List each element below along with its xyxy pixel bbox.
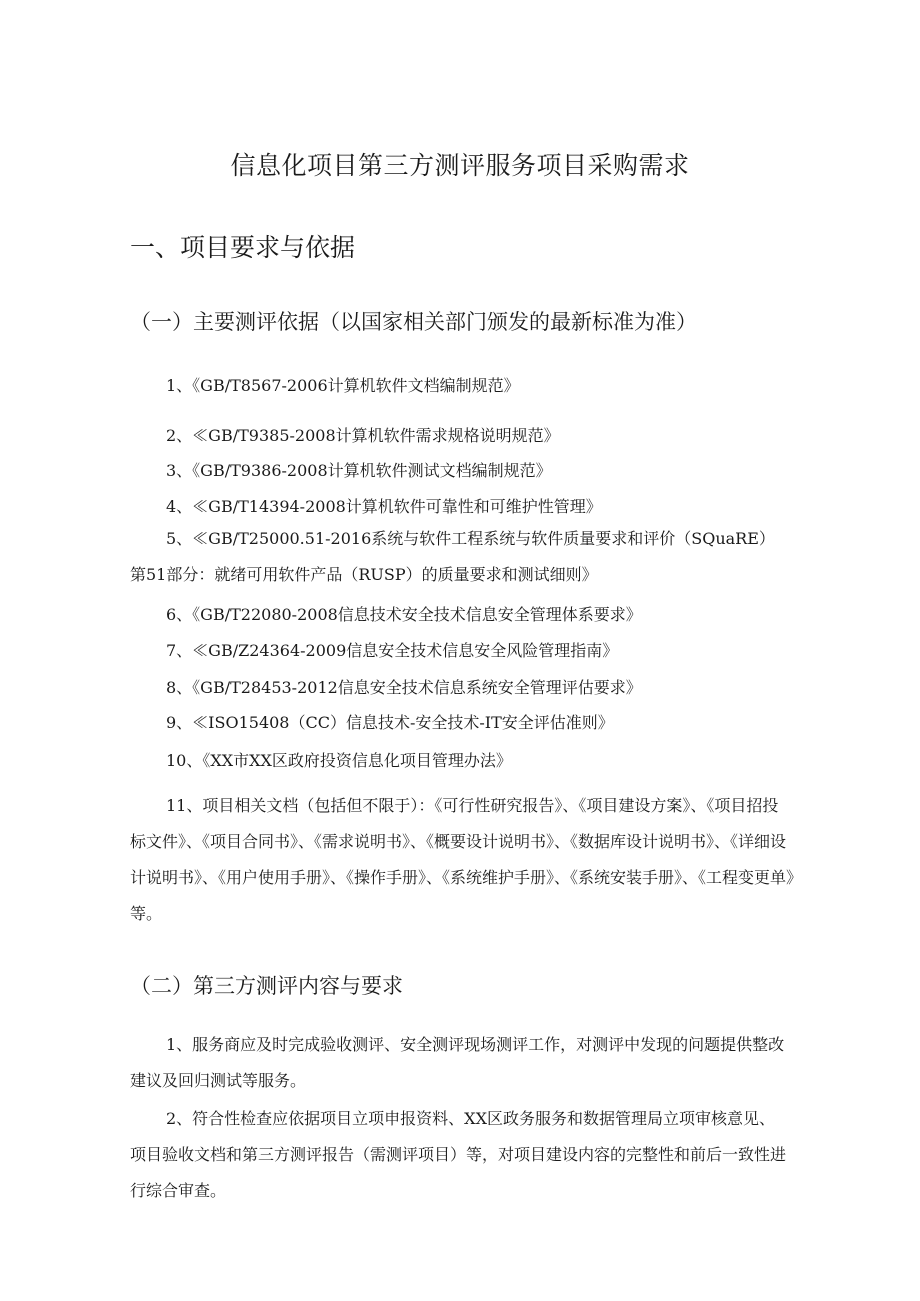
reference-item: 4、≪GB/T14394-2008计算机软件可靠性和可维护性管理》 [166, 497, 602, 516]
reference-item: 3、《GB/T9386-2008计算机软件测试文档编制规范》 [166, 461, 552, 480]
reference-item: 8、《GB/T28453-2012信息安全技术信息系统安全管理评估要求》 [166, 678, 642, 697]
reference-item: 9、≪ISO15408（CC）信息技术-安全技术-IT安全评估准则》 [166, 713, 614, 732]
reference-item: 6、《GB/T22080-2008信息技术安全技术信息安全管理体系要求》 [166, 605, 642, 624]
document-title: 信息化项目第三方测评服务项目采购需求 [230, 151, 690, 180]
reference-item: 10、《XX市XX区政府投资信息化项目管理办法》 [166, 751, 512, 770]
subsection-heading-basis: （一）主要测评依据（以国家相关部门颁发的最新标准为准） [130, 310, 697, 334]
section-heading-requirements: 一、项目要求与依据 [130, 233, 356, 262]
reference-item: 1、《GB/T8567-2006计算机软件文档编制规范》 [166, 376, 520, 395]
subsection-heading-content: （二）第三方测评内容与要求 [130, 974, 403, 998]
reference-item: 5、≪GB/T25000.51-2016系统与软件工程系统与软件质量要求和评价（SQuaRE）第51部分：就绪可用软件产品（RUSP）的质量要求和测试细则》 [130, 529, 775, 584]
requirement-paragraph: 1、服务商应及时完成验收测评、安全测评现场测评工作，对测评中发现的问题提供整改建议及回归测试等服务。 [130, 1035, 785, 1090]
reference-item: 7、≪GB/Z24364-2009信息安全技术信息安全风险管理指南》 [166, 641, 619, 660]
reference-item: 2、≪GB/T9385-2008计算机软件需求规格说明规范》 [166, 426, 560, 445]
reference-item-documents: 11、项目相关文档（包括但不限于）：《可行性研究报告》、《项目建设方案》、《项目招投标文件》、《项目合同书》、《需求说明书》、《概要设计说明书》、《数据库设计说明书》、《详细设计说明书》、《用户使用手册》、《操作手册》、《系统维护手册》、《系统安装手册》、《工程变更单》等。 [130, 796, 795, 923]
requirement-paragraph: 2、符合性检查应依据项目立项申报资料、XX区政务服务和数据管理局立项审核意见、项目验收文档和第三方测评报告（需测评项目）等，对项目建设内容的完整性和前后一致性进行综合审查。 [130, 1109, 787, 1200]
